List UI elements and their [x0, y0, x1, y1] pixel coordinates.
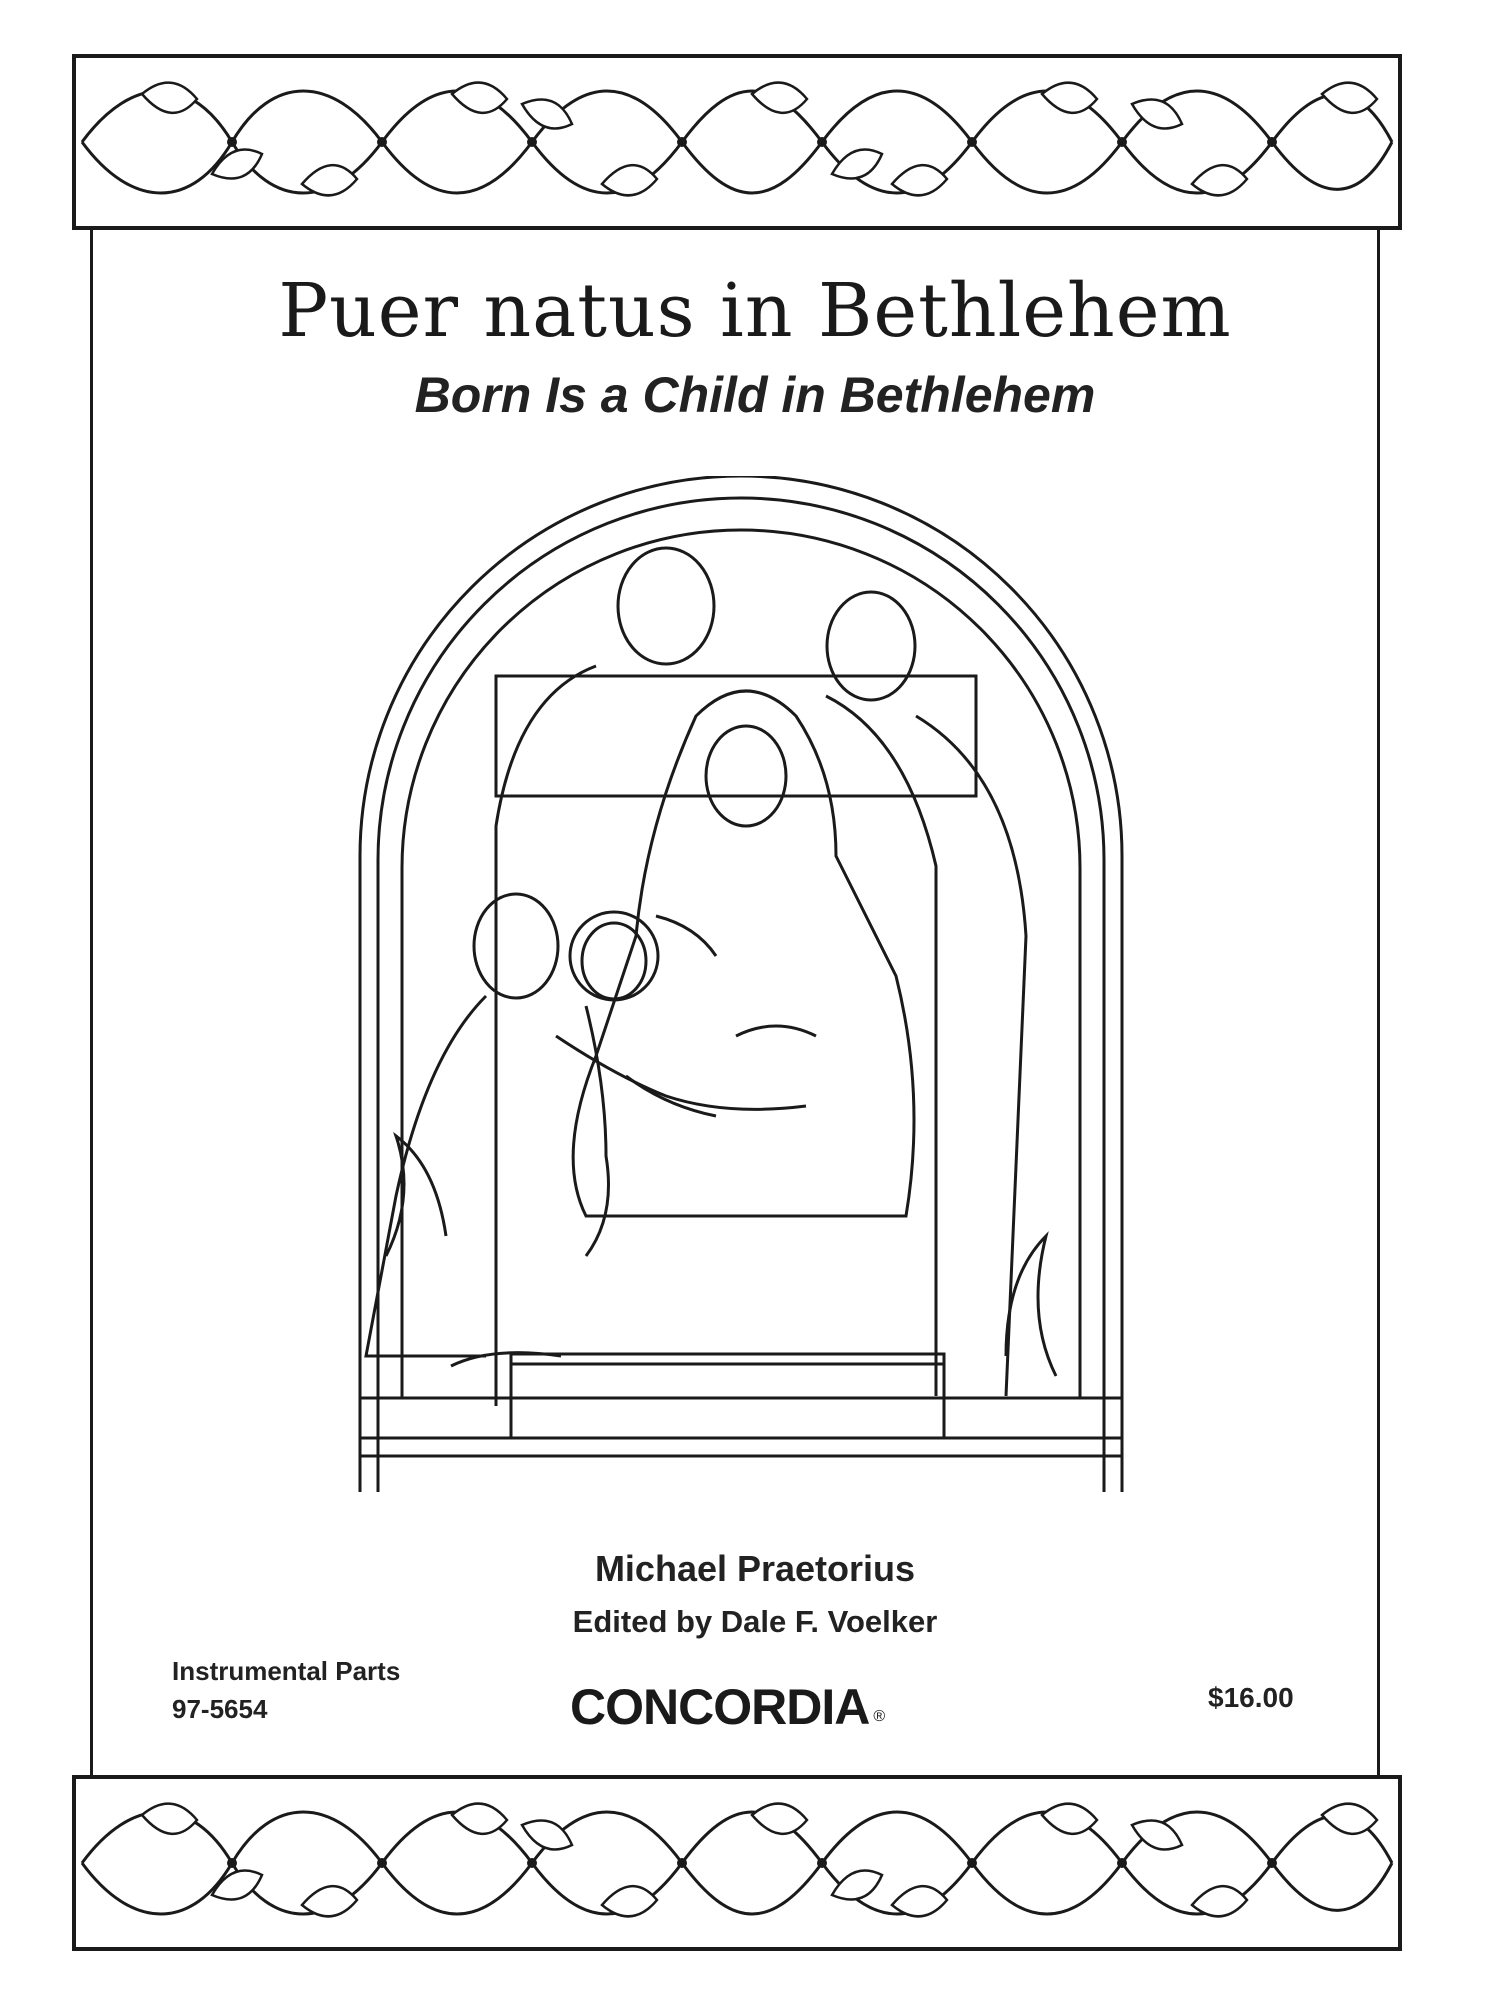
title-english: Born Is a Child in Bethlehem: [414, 367, 1096, 423]
floral-ornament-icon: [72, 1775, 1402, 1951]
catalog-number: 97-5654: [172, 1694, 268, 1724]
bottom-floral-border-icon: [72, 1775, 1402, 1951]
floral-ornament-icon: [72, 54, 1402, 230]
title-latin: Puer natus in Bethlehem: [278, 268, 1232, 354]
nativity-illustration: [356, 476, 1126, 1492]
composer-name: Michael Praetorius: [594, 1548, 916, 1589]
publisher-name: CONCORDIA: [570, 1679, 870, 1735]
editor-credit: Edited by Dale F. Voelker: [572, 1604, 938, 1639]
price: $16.00: [1208, 1682, 1294, 1713]
concordia-logo: [570, 1676, 886, 1735]
top-floral-border-icon: [72, 54, 1402, 230]
instrumental-parts-label: Instrumental Parts: [172, 1656, 401, 1686]
registered-mark: ®: [873, 1708, 886, 1725]
